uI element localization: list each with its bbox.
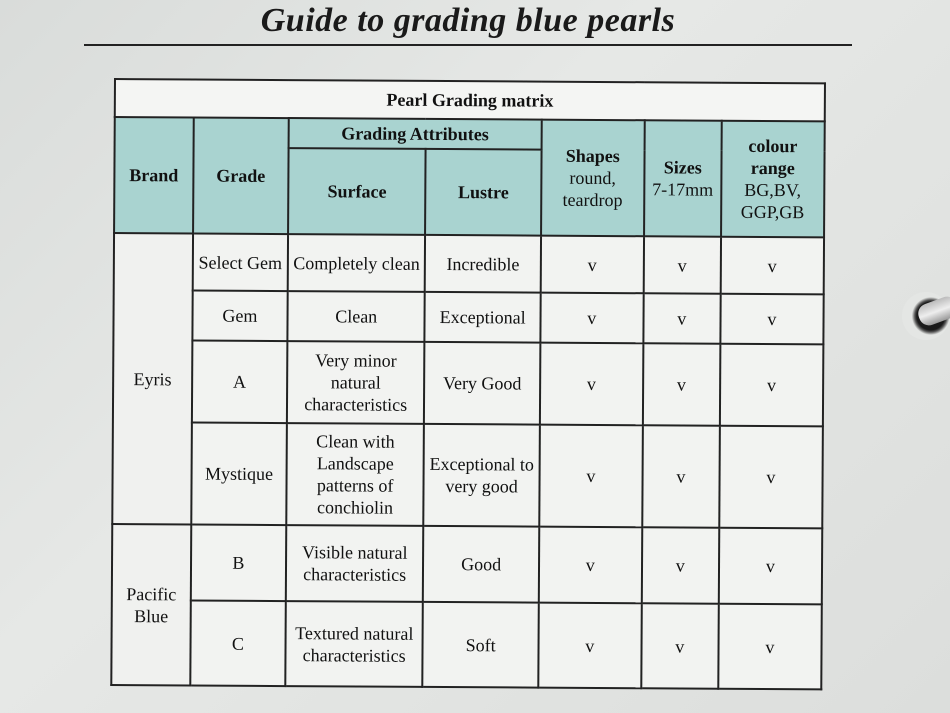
lustre-cell: Soft: [423, 602, 539, 688]
header-colour-label: colour range: [748, 135, 798, 179]
shapes-check: v: [540, 236, 643, 294]
header-shapes-sub: round, teardrop: [562, 167, 623, 211]
lustre-cell: Exceptional: [425, 292, 541, 343]
colour-check: v: [719, 528, 823, 605]
sizes-check: v: [644, 236, 721, 293]
shapes-check: v: [538, 603, 642, 689]
header-shapes-label: Shapes: [565, 145, 620, 167]
lustre-cell: Very Good: [424, 342, 540, 425]
header-sizes-sub: 7-17mm: [652, 179, 714, 200]
surface-cell: Very minor natural characteristics: [287, 341, 425, 424]
header-sizes: [644, 120, 722, 236]
table-row: [114, 233, 824, 294]
grade-cell: Select Gem: [193, 233, 288, 291]
shapes-check: v: [540, 343, 644, 426]
colour-check: v: [718, 604, 822, 690]
header-lustre: Lustre: [426, 149, 542, 236]
lustre-cell: Exceptional to very good: [424, 424, 540, 527]
brand-cell: Eyris: [112, 233, 193, 524]
grade-cell: C: [190, 600, 286, 686]
table-row: [113, 340, 823, 426]
shapes-check: v: [539, 425, 643, 528]
colour-check: v: [720, 294, 824, 345]
pearl-grading-table: [110, 78, 826, 690]
surface-cell: Visible natural characteristics: [286, 525, 424, 602]
matrix-title: Pearl Grading matrix: [115, 79, 825, 121]
page-title: Guide to grading blue pearls: [260, 2, 676, 39]
header-grading-attributes: Grading Attributes: [288, 118, 541, 150]
sizes-check: v: [641, 603, 718, 688]
header-shapes: [541, 120, 645, 237]
shapes-check: v: [540, 293, 643, 344]
table-row: [112, 524, 822, 604]
colour-check: v: [720, 344, 824, 427]
table-row: [112, 422, 823, 528]
header-sizes-label: Sizes: [663, 157, 702, 178]
sizes-check: v: [643, 293, 720, 343]
title-underline: [84, 44, 852, 46]
brand-cell: Pacific Blue: [111, 524, 191, 685]
colour-check: v: [720, 237, 824, 295]
surface-cell: Completely clean: [288, 234, 426, 292]
grade-cell: Mystique: [191, 422, 287, 525]
table-row: [113, 290, 823, 344]
surface-cell: Clean with Landscape patterns of conchiolin: [286, 423, 424, 526]
sizes-check: v: [642, 425, 719, 527]
table-row: [111, 600, 822, 689]
header-brand: Brand: [114, 117, 194, 233]
surface-cell: Textured natural characteristics: [285, 601, 423, 687]
sizes-check: v: [643, 343, 720, 425]
colour-check: v: [719, 426, 823, 529]
grade-cell: A: [192, 340, 288, 423]
header-surface: Surface: [288, 148, 426, 235]
header-colour: [721, 121, 825, 238]
shapes-check: v: [539, 527, 643, 604]
lustre-cell: Good: [423, 526, 539, 603]
sizes-check: v: [642, 527, 719, 603]
grade-cell: Gem: [192, 290, 287, 341]
header-grade: Grade: [193, 117, 289, 234]
lustre-cell: Incredible: [425, 235, 541, 293]
header-colour-sub: BG,BV, GGP,GB: [740, 179, 805, 223]
grade-cell: B: [191, 524, 287, 601]
surface-cell: Clean: [287, 291, 425, 342]
